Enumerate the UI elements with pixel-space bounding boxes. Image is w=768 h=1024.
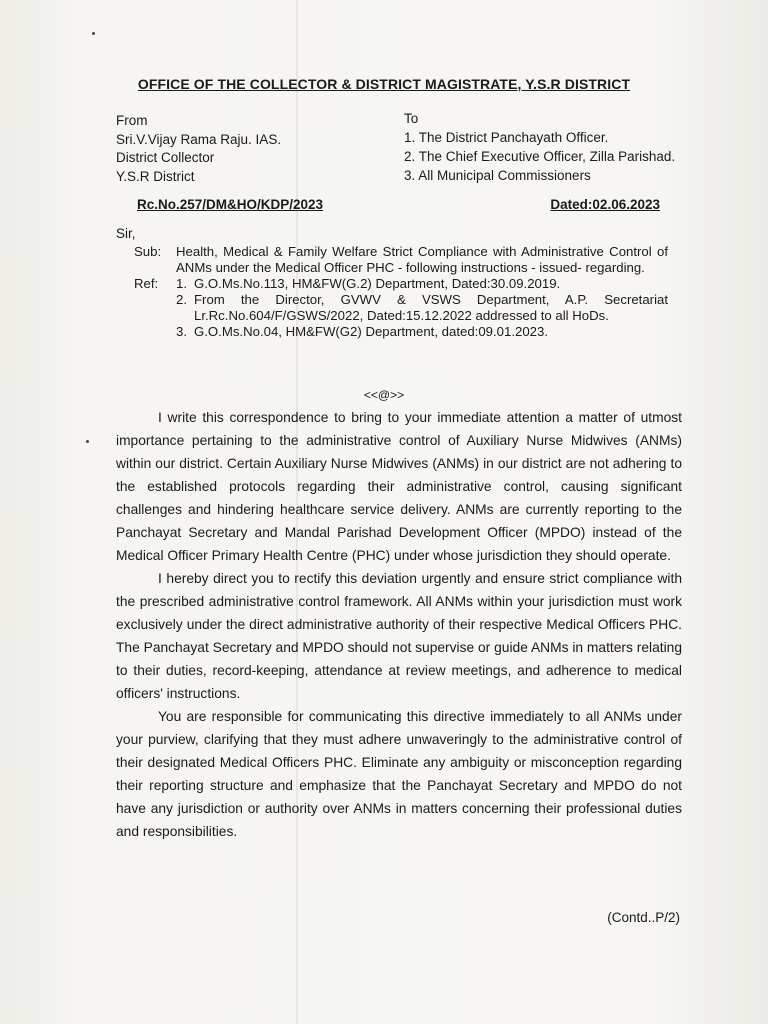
to-label: To	[404, 111, 419, 126]
body-paragraph: I hereby direct you to rectify this deviation urgently and ensure strict compliance with the prescribed administrative control framework. All ANMs within your jurisdiction must work exclusively under the direct administrative authority of their respective Medical Officers PHC. The Panchayat Secretary and MPDO should not supervise or guide ANMs in matters relating to their duties, record-keeping, attendance at review meetings, and adherence to medical officers' instructions.	[116, 571, 682, 701]
office-heading: OFFICE OF THE COLLECTOR & DISTRICT MAGISTRATE, Y.S.R DISTRICT	[137, 76, 631, 92]
body-paragraph: I write this correspondence to bring to your immediate attention a matter of utmost importance pertaining to the administrative control of Auxiliary Nurse Midwives (ANMs) within our district. Certain Auxiliary Nurse Midwives (ANMs) in our district are not adhering to the established protocols regarding their administrative control, causing significant challenges and hindering healthcare service delivery. ANMs are currently reporting to the Panchayat Secretary and Mandal Parishad Development Officer (MPDO) instead of the Medical Officer Primary Health Centre (PHC) under whose jurisdiction they should operate.	[116, 410, 682, 563]
reference-number-row	[137, 197, 660, 212]
from-line: Sri.V.Vijay Rama Raju. IAS.	[116, 131, 282, 147]
reference-number: 2.	[176, 292, 187, 307]
reference-text: G.O.Ms.No.113, HM&FW(G.2) Department, Dated:30.09.2019.	[194, 276, 561, 291]
subject-row	[134, 244, 668, 276]
references-label: Ref:	[134, 276, 159, 291]
letter-date: Dated:02.06.2023	[550, 197, 660, 212]
reference-item	[176, 276, 668, 292]
references-list	[176, 276, 668, 340]
subject-text: Health, Medical & Family Welfare Strict Compliance with Administrative Control of ANMs under the Medical Officer PHC - following instructions - issued- regarding.	[176, 244, 668, 275]
rc-number: Rc.No.257/DM&HO/KDP/2023	[137, 197, 324, 212]
subject-label: Sub:	[134, 244, 162, 259]
salutation: Sir,	[116, 226, 136, 241]
to-block	[404, 109, 675, 185]
letter-body	[116, 406, 682, 843]
references-row	[134, 276, 668, 340]
reference-number: 3.	[176, 324, 187, 339]
reference-number: 1.	[176, 276, 187, 291]
body-paragraph: You are responsible for communicating this directive immediately to all ANMs under your purview, clarifying that they must adhere unwaveringly to the administrative control of their designated Medical Officers PHC. Eliminate any ambiguity or misconception regarding their reporting structure and emphasize that the Panchayat Secretary and MPDO do not have any jurisdiction or authority over ANMs in matters concerning their professional duties and responsibilities.	[116, 709, 682, 839]
from-line: Y.S.R District	[116, 168, 195, 184]
reference-item	[176, 292, 668, 324]
reference-item	[176, 324, 668, 340]
scan-speck	[92, 32, 95, 35]
to-line: 2. The Chief Executive Officer, Zilla Parishad.	[404, 149, 676, 164]
continued-marker: (Contd..P/2)	[607, 910, 680, 925]
to-line: 3. All Municipal Commissioners	[404, 168, 591, 183]
to-line: 1. The District Panchayath Officer.	[404, 130, 609, 145]
reference-text: G.O.Ms.No.04, HM&FW(G2) Department, dated:09.01.2023.	[194, 324, 549, 339]
from-block	[116, 112, 281, 186]
subject-references	[134, 244, 668, 340]
section-separator: <<@>>	[363, 388, 405, 402]
from-label: From	[116, 113, 148, 128]
from-line: District Collector	[116, 150, 215, 165]
reference-text: From the Director, GVWV & VSWS Department, A.P. Secretariat Lr.Rc.No.604/F/GSWS/2022, Dated:15.12.2022 addressed to all HoDs.	[194, 292, 668, 323]
scan-speck	[86, 440, 89, 443]
